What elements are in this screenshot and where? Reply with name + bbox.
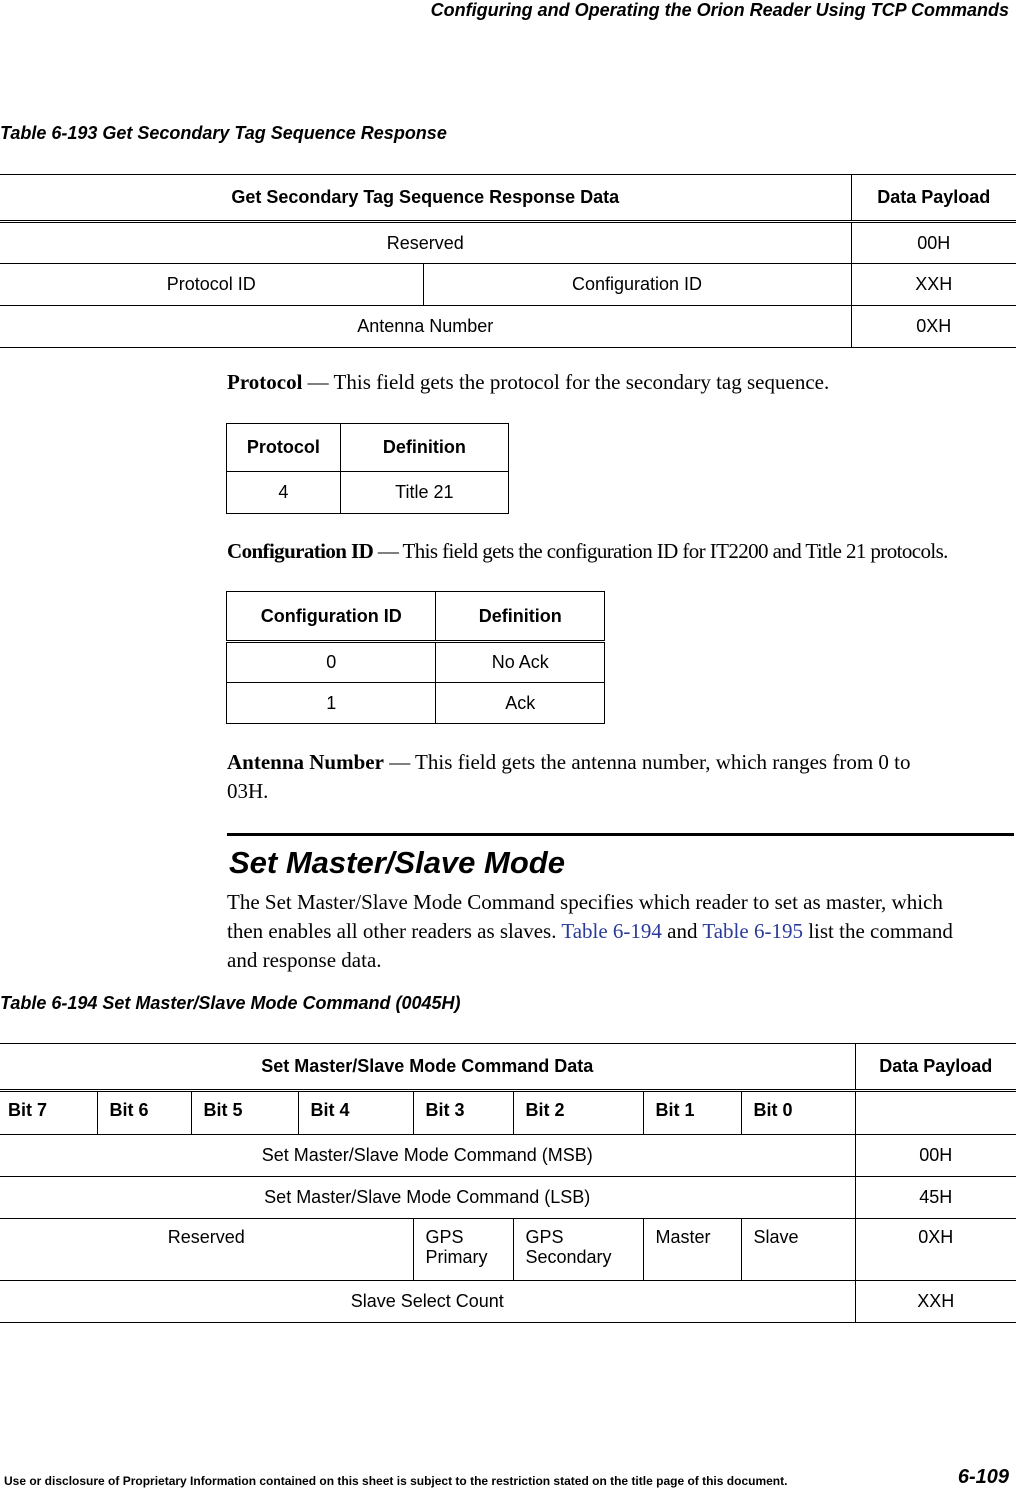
antenna-term: Antenna Number xyxy=(227,750,384,774)
gps-secondary-line-2: Secondary xyxy=(525,1247,612,1267)
table-cell: Slave Select Count xyxy=(0,1281,855,1323)
table-193-header-data: Get Secondary Tag Sequence Response Data xyxy=(0,175,851,222)
table-cell: Antenna Number xyxy=(0,306,851,348)
config-table-header-definition: Definition xyxy=(436,592,605,642)
config-table-header-id: Configuration ID xyxy=(227,592,436,642)
footer-notice: Use or disclosure of Proprietary Information contained on this sheet is subject to the restriction stated on the title page of this document. xyxy=(4,1474,788,1488)
config-term: Configuration ID xyxy=(227,539,374,563)
table-cell: 0XH xyxy=(855,1219,1016,1281)
table-cell: Reserved xyxy=(0,222,851,264)
table-row xyxy=(227,472,509,514)
section-rule xyxy=(227,833,1014,836)
bit-3-header: Bit 3 xyxy=(413,1091,513,1135)
table-row xyxy=(0,1135,1016,1177)
protocol-term: Protocol xyxy=(227,370,303,394)
table-cell: 45H xyxy=(855,1177,1016,1219)
section-line-2b: and xyxy=(661,919,703,943)
table-cell: Reserved xyxy=(0,1219,413,1281)
table-row xyxy=(227,642,605,683)
antenna-paragraph xyxy=(227,748,911,806)
table-194-link[interactable]: Table 6-194 xyxy=(561,919,662,943)
antenna-text-1: — This field gets the antenna number, which ranges from 0 to xyxy=(383,750,911,774)
table-195-link[interactable]: Table 6-195 xyxy=(702,919,803,943)
section-line-1: The Set Master/Slave Mode Command specifies which reader to set as master, which xyxy=(227,890,943,914)
table-row xyxy=(0,1177,1016,1219)
table-cell: 00H xyxy=(855,1135,1016,1177)
table-row xyxy=(0,264,1016,306)
table-193 xyxy=(0,174,1016,348)
config-paragraph xyxy=(227,537,948,566)
table-row xyxy=(0,1281,1016,1323)
table-193-header-payload: Data Payload xyxy=(851,175,1016,222)
bit-0-header: Bit 0 xyxy=(741,1091,855,1135)
table-row xyxy=(0,306,1016,348)
gps-primary-cell xyxy=(413,1219,513,1281)
table-cell: XXH xyxy=(855,1281,1016,1323)
protocol-text: — This field gets the protocol for the secondary tag sequence. xyxy=(302,370,830,394)
slave-cell: Slave xyxy=(741,1219,855,1281)
table-cell: Configuration ID xyxy=(423,264,851,306)
protocol-paragraph xyxy=(227,368,829,397)
table-194-caption: Table 6-194 Set Master/Slave Mode Command (0045H) xyxy=(0,993,461,1013)
table-194-header-data: Set Master/Slave Mode Command Data xyxy=(0,1044,855,1091)
bit-4-header: Bit 4 xyxy=(298,1091,413,1135)
config-table xyxy=(226,591,605,724)
gps-primary-line-1: GPS xyxy=(425,1227,464,1247)
table-cell: 1 xyxy=(227,683,436,724)
protocol-table-header-protocol: Protocol xyxy=(227,424,341,472)
page-number: 6-109 xyxy=(957,1466,1009,1488)
table-cell: 00H xyxy=(851,222,1016,264)
config-text: — This field gets the configuration ID for IT2200 and Title 21 protocols. xyxy=(373,539,948,563)
table-cell: 0 xyxy=(227,642,436,683)
table-row xyxy=(0,1091,1016,1135)
bit-1-header: Bit 1 xyxy=(643,1091,741,1135)
running-head: Configuring and Operating the Orion Reader Using TCP Commands xyxy=(430,0,1009,20)
protocol-table xyxy=(226,423,509,514)
master-cell: Master xyxy=(643,1219,741,1281)
section-line-2c: list the command xyxy=(802,919,953,943)
table-cell: XXH xyxy=(851,264,1016,306)
table-193-caption: Table 6-193 Get Secondary Tag Sequence Response xyxy=(0,123,447,143)
table-cell: 0XH xyxy=(851,306,1016,348)
section-line-3: and response data. xyxy=(227,948,382,972)
antenna-text-2: 03H. xyxy=(227,779,269,803)
table-cell: Protocol ID xyxy=(0,264,423,306)
table-cell: Title 21 xyxy=(340,472,508,514)
section-heading: Set Master/Slave Mode xyxy=(229,845,565,880)
gps-primary-line-2: Primary xyxy=(425,1247,488,1267)
protocol-table-header-definition: Definition xyxy=(340,424,508,472)
table-194 xyxy=(0,1043,1016,1323)
table-cell: 4 xyxy=(227,472,341,514)
table-cell: No Ack xyxy=(436,642,605,683)
table-row xyxy=(0,222,1016,264)
gps-secondary-line-1: GPS xyxy=(525,1227,564,1247)
gps-secondary-cell xyxy=(513,1219,643,1281)
table-cell xyxy=(855,1091,1016,1135)
bit-6-header: Bit 6 xyxy=(97,1091,191,1135)
table-row xyxy=(227,683,605,724)
table-cell: Set Master/Slave Mode Command (MSB) xyxy=(0,1135,855,1177)
section-paragraph xyxy=(227,888,953,975)
bit-5-header: Bit 5 xyxy=(191,1091,298,1135)
table-row xyxy=(0,1219,1016,1281)
table-194-header-payload: Data Payload xyxy=(855,1044,1016,1091)
section-line-2a: then enables all other readers as slaves. xyxy=(227,919,562,943)
table-cell: Ack xyxy=(436,683,605,724)
bit-7-header: Bit 7 xyxy=(0,1091,97,1135)
table-cell: Set Master/Slave Mode Command (LSB) xyxy=(0,1177,855,1219)
bit-2-header: Bit 2 xyxy=(513,1091,643,1135)
